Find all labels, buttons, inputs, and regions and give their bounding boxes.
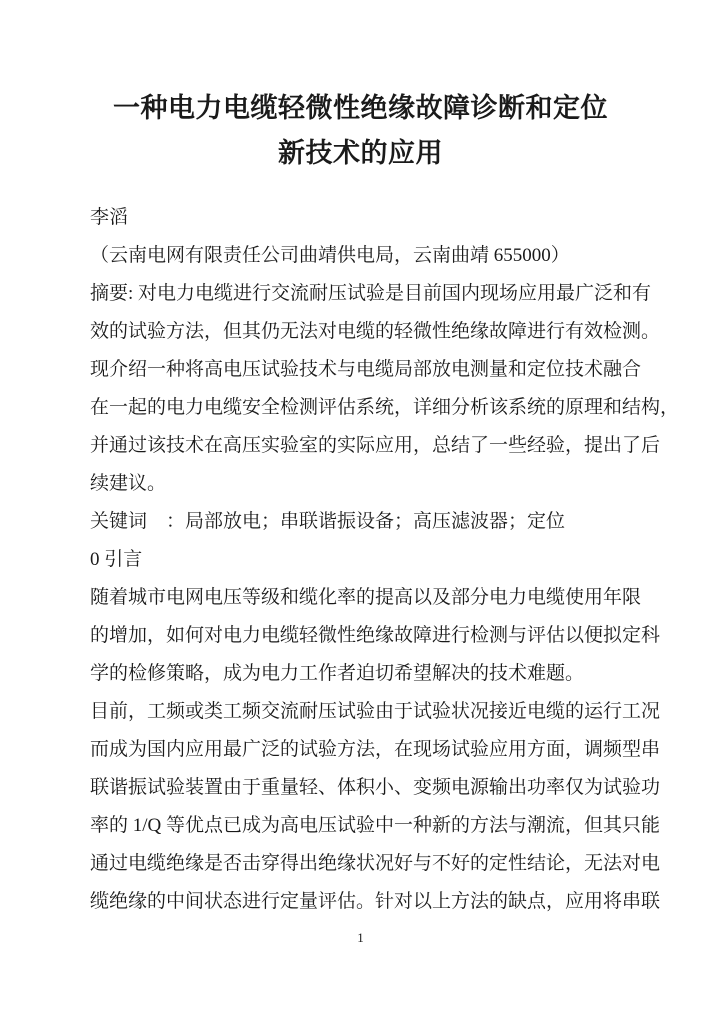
intro-paragraph-line: 联谐振试验装置由于重量轻、体积小、变频电源输出功率仅为试验功 bbox=[90, 777, 661, 798]
document-title bbox=[0, 86, 721, 176]
abstract-line: 并通过该技术在高压实验室的实际应用，总结了一些经验，提出了后 bbox=[90, 435, 661, 456]
intro-paragraph-line: 而成为国内应用最广泛的试验方法，在现场试验应用方面，调频型串 bbox=[90, 739, 661, 760]
abstract-line: 现介绍一种将高电压试验技术与电缆局部放电测量和定位技术融合 bbox=[90, 359, 642, 380]
intro-paragraph-line: 通过电缆绝缘是否击穿得出绝缘状况好与不好的定性结论，无法对电 bbox=[90, 853, 661, 874]
document-title-line-2: 新技术的应用 bbox=[278, 138, 443, 168]
intro-paragraph-line: 目前，工频或类工频交流耐压试验由于试验状况接近电缆的运行工况 bbox=[90, 701, 661, 722]
abstract-line: 续建议。 bbox=[90, 473, 167, 494]
document-title-line-1: 一种电力电缆轻微性绝缘故障诊断和定位 bbox=[113, 93, 608, 123]
abstract-line: 效的试验方法，但其仍无法对电缆的轻微性绝缘故障进行有效检测。 bbox=[90, 321, 661, 342]
author-affiliation: （云南电网有限责任公司曲靖供电局，云南曲靖 655000） bbox=[90, 245, 570, 266]
intro-paragraph-line: 的增加，如何对电力电缆轻微性绝缘故障进行检测与评估以便拟定科 bbox=[90, 625, 661, 646]
section-heading-introduction: 0 引言 bbox=[90, 549, 143, 570]
intro-paragraph-line: 率的 1/Q 等优点已成为高电压试验中一种新的方法与潮流，但其只能 bbox=[90, 815, 661, 836]
abstract-line: 摘要: 对电力电缆进行交流耐压试验是目前国内现场应用最广泛和有 bbox=[90, 283, 652, 304]
intro-paragraph-line: 缆绝缘的中间状态进行定量评估。针对以上方法的缺点，应用将串联 bbox=[90, 891, 661, 912]
intro-paragraph-line: 学的检修策略，成为电力工作者迫切希望解决的技术难题。 bbox=[90, 663, 585, 684]
document-body bbox=[0, 199, 721, 921]
intro-paragraph-line: 随着城市电网电压等级和缆化率的提高以及部分电力电缆使用年限 bbox=[90, 587, 642, 608]
page-number: 1 bbox=[357, 930, 364, 945]
abstract-line: 在一起的电力电缆安全检测评估系统，详细分析该系统的原理和结构， bbox=[90, 397, 680, 418]
author-byline: 李滔 bbox=[90, 207, 129, 228]
keywords-line: 关键词 ：局部放电；串联谐振设备；高压滤波器；定位 bbox=[90, 511, 566, 532]
